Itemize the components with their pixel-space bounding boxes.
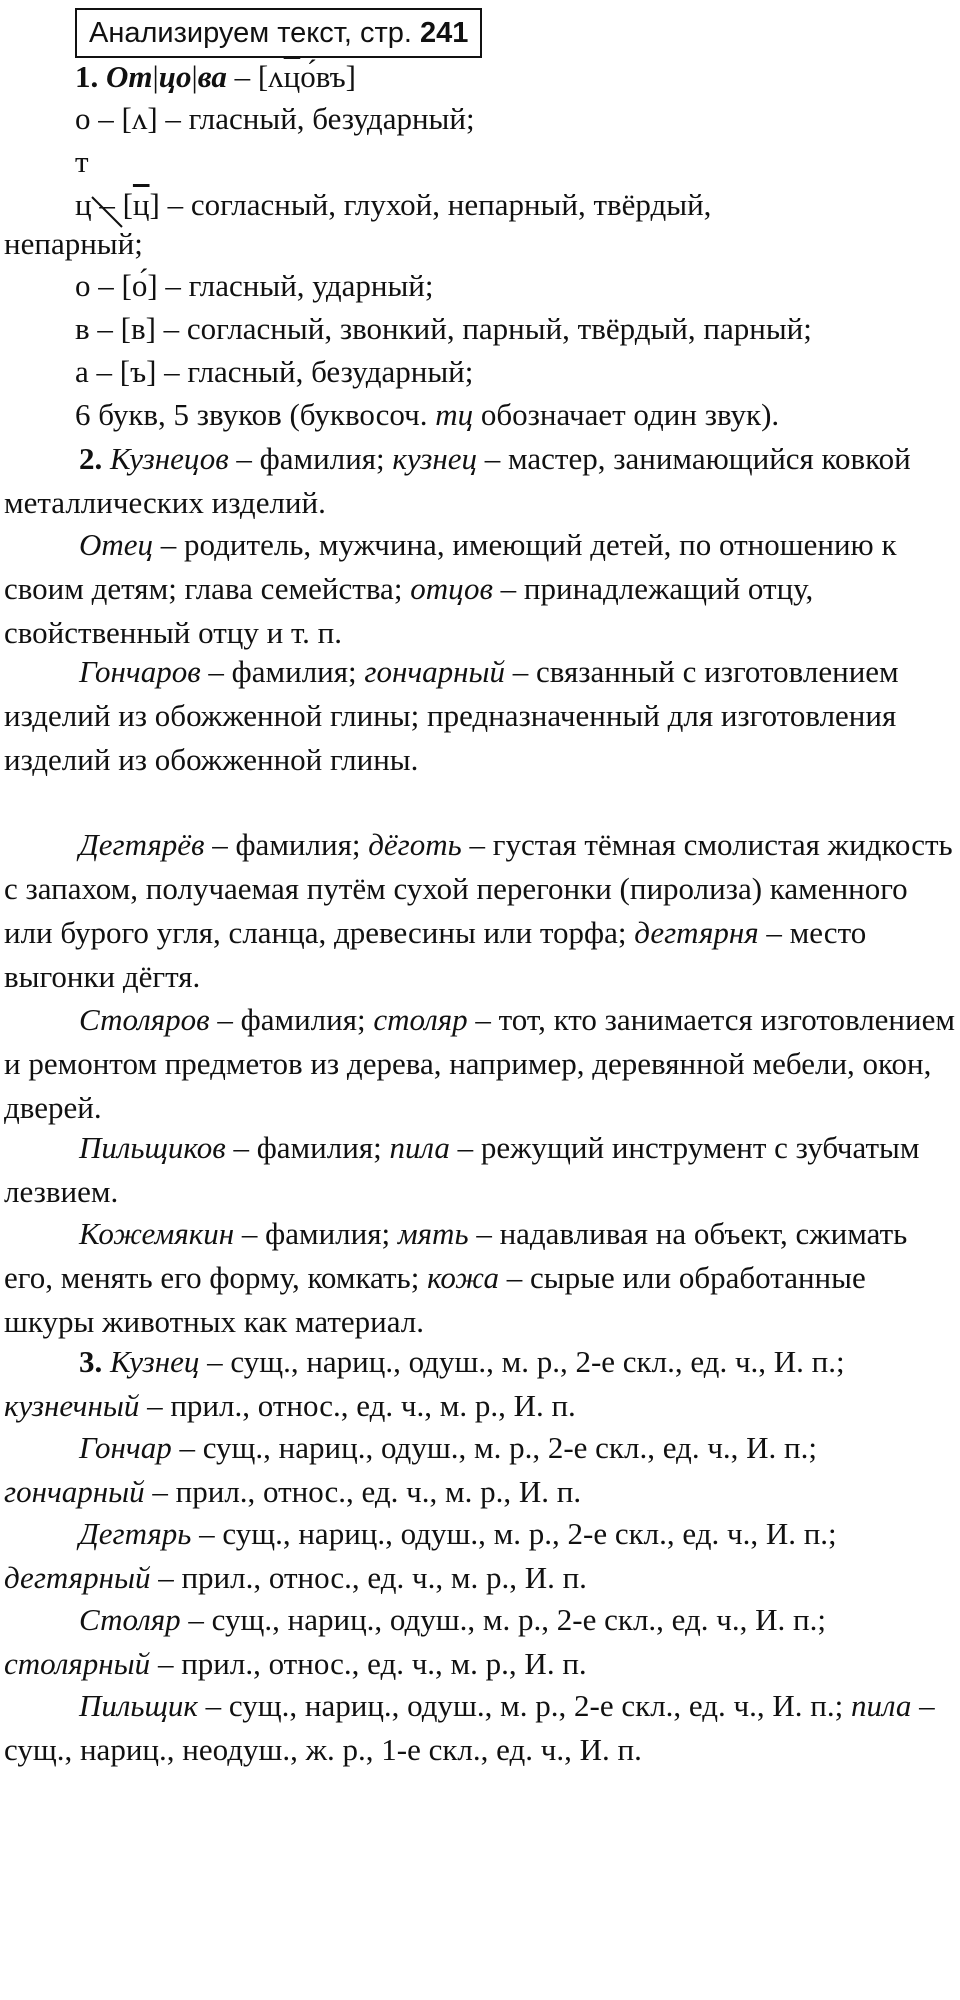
task3-paragraph-degtyar: Дегтярь – сущ., нариц., одуш., м. р., 2-е скл., ед. ч., И. п.; дегтярный – прил., относ., ед. ч., м. р., И. п. <box>4 1516 837 1595</box>
task2-paragraph-stolyarov: Столяров – фамилия; столяр – тот, кто занимается изготовлением и ремонтом предметов из дерева, например, деревянной мебели, окон, дверей. <box>4 1002 955 1125</box>
task1-number: 1. <box>75 59 99 94</box>
task2-paragraph-pilshchikov: Пильщиков – фамилия; пила – режущий инструмент с зубчатым лезвием. <box>4 1130 920 1209</box>
task2-paragraph-otets: Отец – родитель, мужчина, имеющий детей, по отношению к своим детям; глава семейства; отцов – принадлежащий отцу, свойственный отцу и т. п. <box>4 527 897 650</box>
task2-paragraph-goncharov: Гончаров – фамилия; гончарный – связанный с изготовлением изделий из обожженной глины; предназначенный для изготовления изделий из обожженной глины. <box>4 654 899 777</box>
task1-sound-ts: ц – [ц] – согласный, глухой, непарный, твёрдый, <box>75 187 712 222</box>
task3-paragraph-stolyar: Столяр – сущ., нариц., одуш., м. р., 2-е скл., ед. ч., И. п.; столярный – прил., относ., ед. ч., м. р., И. п. <box>4 1602 826 1681</box>
task1-count: 6 букв, 5 звуков (буквосоч. тц обозначает один звук). <box>75 397 780 432</box>
task3-paragraph-kuznets: 3. Кузнец – сущ., нариц., одуш., м. р., 2-е скл., ед. ч., И. п.; кузнечный – прил., относ., ед. ч., м. р., И. п. <box>4 1344 845 1423</box>
task1-sound-o1: о – [ʌ] – гласный, безударный; <box>75 101 475 136</box>
task1-sound-v: в – [в] – согласный, звонкий, парный, твёрдый, парный; <box>75 311 812 346</box>
task3-paragraph-pilshchik: Пильщик – сущ., нариц., одуш., м. р., 2-е скл., ед. ч., И. п.; пила – сущ., нариц., неодуш., ж. р., 1-е скл., ед. ч., И. п. <box>4 1688 935 1767</box>
task1-transcription: – [ʌцо́въ] <box>226 59 356 94</box>
task3-paragraph-gonchar: Гончар – сущ., нариц., одуш., м. р., 2-е скл., ед. ч., И. п.; гончарный – прил., относ., ед. ч., м. р., И. п. <box>4 1430 817 1509</box>
task2-paragraph-degtyarev: Дегтярёв – фамилия; дёготь – густая тёмная смолистая жидкость с запахом, получаемая путём сухой перегонки (пиролиза) каменного или бурого угля, сланца, древесины или торфа; дегтярня – место выгонки дёгтя. <box>4 827 953 994</box>
task2-paragraph-kuznetsov: 2. Кузнецов – фамилия; кузнец – мастер, занимающийся ковкой металлических изделий. <box>4 441 911 520</box>
task1-word: От|цо|ва <box>106 59 227 94</box>
task1-letter-t: т <box>75 144 89 179</box>
task1-sound-o2: о – [о́] – гласный, ударный; <box>75 268 434 303</box>
page-number: 241 <box>420 17 469 49</box>
task2-paragraph-kozhemyakin: Кожемякин – фамилия; мять – надавливая на объект, сжимать его, менять его форму, комкать; кожа – сырые или обработанные шкуры животных как материал. <box>4 1216 908 1339</box>
section-header-label: Анализируем текст, стр. <box>89 17 412 49</box>
task1-heading <box>75 55 356 99</box>
task1-sound-ts-cont: непарный; <box>4 226 143 261</box>
section-header <box>75 8 482 58</box>
task1-sound-a: а – [ъ] – гласный, безударный; <box>75 354 474 389</box>
